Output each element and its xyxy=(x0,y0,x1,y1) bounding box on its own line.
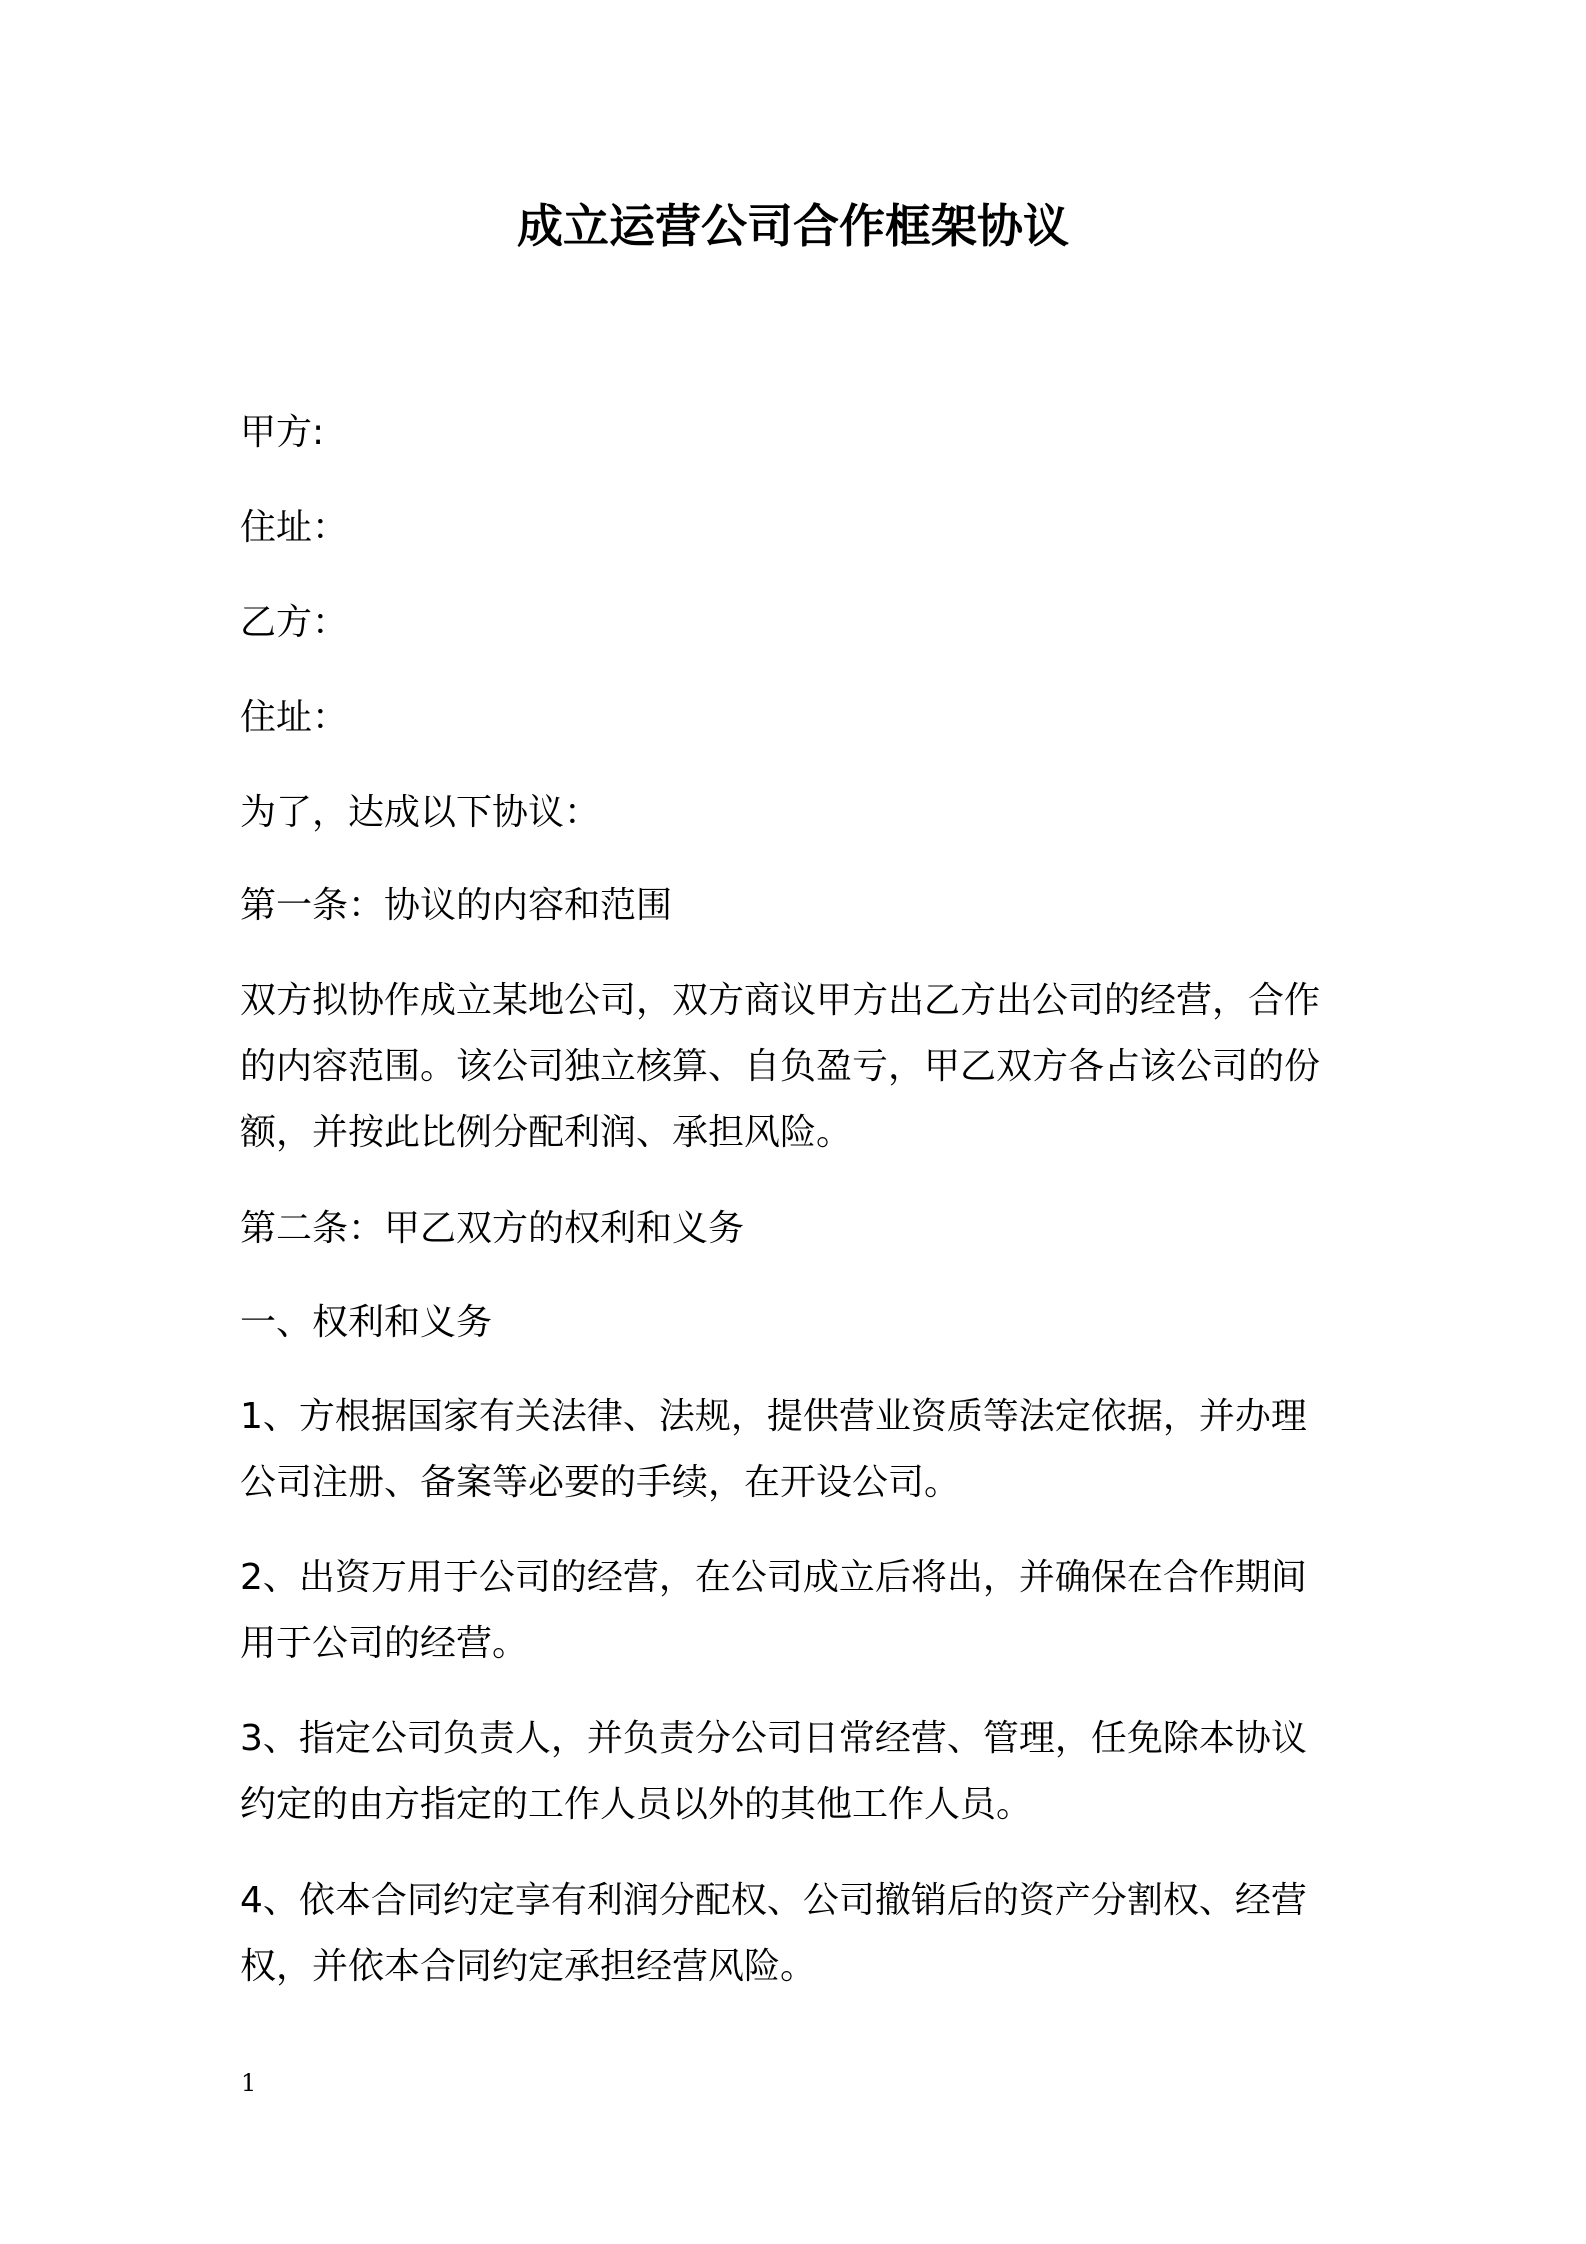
party-b-label: 乙方： xyxy=(240,602,349,643)
list-item xyxy=(240,1384,1360,1516)
list-item xyxy=(240,1868,1360,2000)
document-title: 成立运营公司合作框架协议 xyxy=(517,199,1069,253)
list-item-line: 2、出资万用于公司的经营，在公司成立后将出，并确保在合作期间 xyxy=(240,1557,1307,1598)
list-item-line: 权，并依本合同约定承担经营风险。 xyxy=(240,1946,817,1987)
list-item-line: 约定的由方指定的工作人员以外的其他工作人员。 xyxy=(240,1784,1033,1825)
party-a-label: 甲方: xyxy=(240,412,325,453)
article-1-paragraph xyxy=(240,968,1360,1166)
section-heading: 一、权利和义务 xyxy=(240,1302,493,1343)
list-item xyxy=(240,1706,1360,1838)
party-b-address-label: 住址： xyxy=(240,697,349,738)
list-item xyxy=(240,1545,1360,1677)
list-item-line: 3、指定公司负责人，并负责分公司日常经营、管理，任免除本协议 xyxy=(240,1718,1307,1759)
list-item-line: 公司注册、备案等必要的手续，在开设公司。 xyxy=(240,1462,961,1503)
list-item-line: 4、依本合同约定享有利润分配权、公司撤销后的资产分割权、经营 xyxy=(240,1880,1307,1921)
paragraph-line: 额，并按此比例分配利润、承担风险。 xyxy=(240,1112,853,1153)
paragraph-line: 双方拟协作成立某地公司，双方商议甲方出乙方出公司的经营，合作 xyxy=(240,980,1321,1021)
paragraph-line: 的内容范围。该公司独立核算、自负盈亏，甲乙双方各占该公司的份 xyxy=(240,1046,1321,1087)
article-2-heading: 第二条：甲乙双方的权利和义务 xyxy=(240,1208,745,1249)
preamble: 为了，达成以下协议： xyxy=(240,792,601,833)
list-item-line: 1、方根据国家有关法律、法规，提供营业资质等法定依据，并办理 xyxy=(240,1396,1307,1437)
list-item-line: 用于公司的经营。 xyxy=(240,1623,529,1664)
article-1-heading: 第一条：协议的内容和范围 xyxy=(240,885,673,926)
page-number: 1 xyxy=(241,2069,257,2097)
party-a-address-label: 住址： xyxy=(240,507,349,548)
